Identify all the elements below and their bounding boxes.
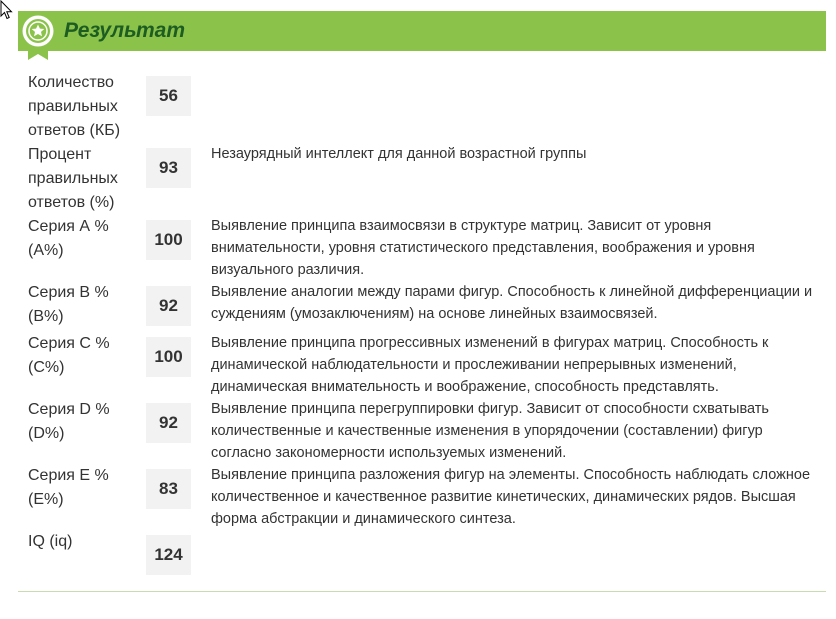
- section-divider: [18, 591, 826, 592]
- row-label: IQ (iq): [28, 533, 73, 550]
- row-description: Выявление принципа прогрессивных изменений в фигурах матриц. Способность к динамической наблюдательности и прослеживании непрерывных изменений, динамическая внимательность и воображение, способность представлять.: [211, 335, 769, 395]
- row-label: Серия D % (D%): [28, 401, 110, 442]
- row-description: Выявление принципа взаимосвязи в структуре матриц. Зависит от уровня внимательности, уровня статистического представления, воображения и уровня визуального различия.: [211, 218, 755, 278]
- row-value: 93: [146, 148, 191, 188]
- row-value: 124: [146, 535, 191, 575]
- row-label: Количество правильных ответов (КБ): [28, 74, 121, 139]
- award-badge-icon: [22, 13, 54, 61]
- row-description: Выявление аналогии между парами фигур. Способность к линейной дифференциации и суждениям (умозаключениям) на основе линейных взаимосвязей.: [211, 284, 813, 322]
- row-label: Серия А % (A%): [28, 218, 109, 259]
- row-label: Серия Е % (E%): [28, 467, 109, 508]
- row-value: 100: [146, 337, 191, 377]
- result-title: Результат: [64, 19, 186, 42]
- row-value: 83: [146, 469, 191, 509]
- row-label: Серия В % (B%): [28, 284, 109, 325]
- row-label: Процент правильных ответов (%): [28, 146, 118, 211]
- row-value: 92: [146, 286, 191, 326]
- mouse-cursor-icon: [0, 0, 14, 20]
- row-value: 100: [146, 220, 191, 260]
- row-description: Выявление принципа перегруппировки фигур. Зависит от способности схватывать количественные и качественные изменения в упорядочении (составлении) фигур согласно закономерности используемых изменений.: [211, 401, 769, 461]
- row-label: Серия С % (C%): [28, 335, 110, 376]
- row-value: 56: [146, 76, 191, 116]
- row-value: 92: [146, 403, 191, 443]
- row-description: Незаурядный интеллект для данной возрастной группы: [211, 146, 587, 162]
- row-description: Выявление принципа разложения фигур на элементы. Способность наблюдать сложное количественное и качественное развитие кинетических, динамических рядов. Высшая форма абстракции и динамического синтеза.: [211, 467, 811, 527]
